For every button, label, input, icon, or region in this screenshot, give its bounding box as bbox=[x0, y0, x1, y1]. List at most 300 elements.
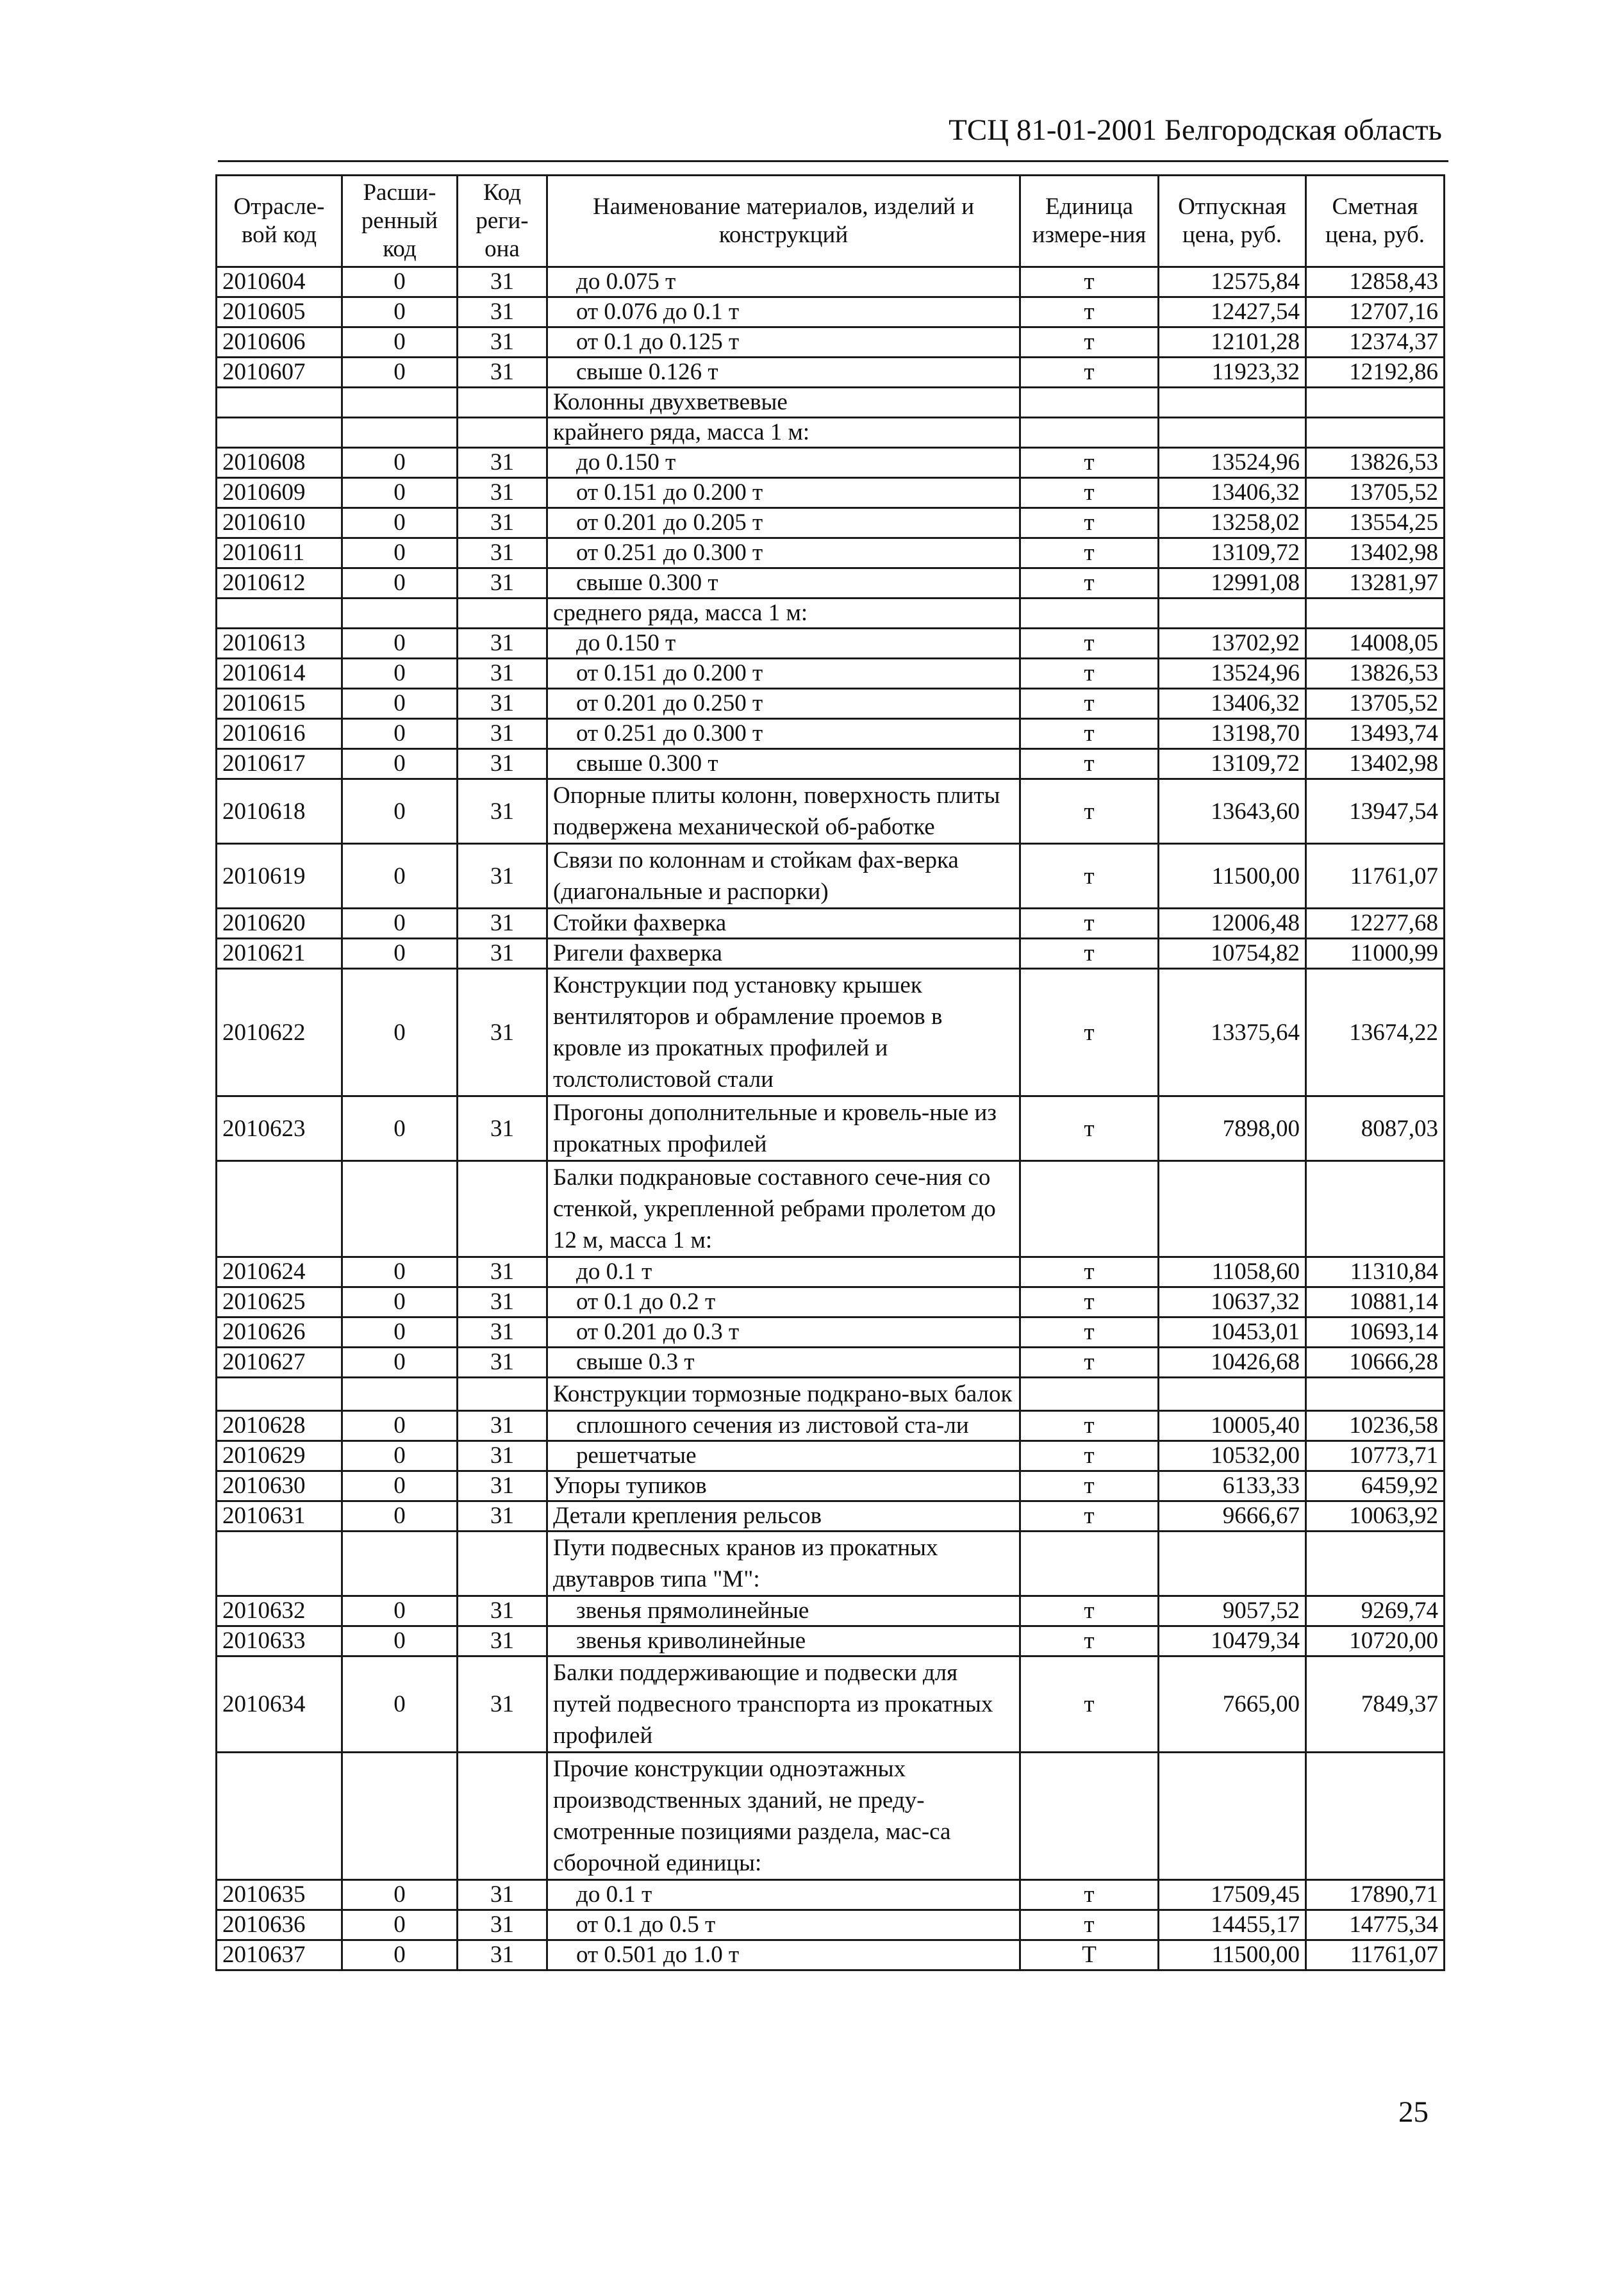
release-price-cell: 14455,17 bbox=[1159, 1910, 1306, 1940]
material-name-cell: Балки подкрановые составного сече-ния со стенкой, укрепленной ребрами пролетом до 12 м, масса 1 м: bbox=[547, 1161, 1020, 1257]
industry-code-cell bbox=[217, 418, 342, 448]
table-row bbox=[217, 629, 1445, 659]
estimate-price-cell: 10236,58 bbox=[1306, 1411, 1445, 1441]
industry-code-cell bbox=[217, 1378, 342, 1411]
unit-cell: т bbox=[1020, 629, 1159, 659]
region-code-cell: 31 bbox=[458, 749, 547, 779]
industry-code-cell: 2010609 bbox=[217, 478, 342, 508]
extended-code-cell: 0 bbox=[342, 1096, 458, 1161]
unit-cell: т bbox=[1020, 568, 1159, 599]
region-code-cell: 31 bbox=[458, 1411, 547, 1441]
unit-cell: т bbox=[1020, 448, 1159, 478]
column-header-release-price: Отпускная цена, руб. bbox=[1159, 176, 1306, 267]
industry-code-cell: 2010617 bbox=[217, 749, 342, 779]
unit-cell bbox=[1020, 418, 1159, 448]
region-code-cell: 31 bbox=[458, 327, 547, 358]
material-name-cell: до 0.150 т bbox=[547, 629, 1020, 659]
release-price-cell: 13524,96 bbox=[1159, 659, 1306, 689]
material-name-cell: Упоры тупиков bbox=[547, 1471, 1020, 1501]
estimate-price-cell bbox=[1306, 599, 1445, 629]
material-name-cell: от 0.201 до 0.250 т bbox=[547, 689, 1020, 719]
table-row bbox=[217, 478, 1445, 508]
material-name-cell: сплошного сечения из листовой ста-ли bbox=[547, 1411, 1020, 1441]
column-header-region-code: Код реги-она bbox=[458, 176, 547, 267]
unit-cell: т bbox=[1020, 327, 1159, 358]
extended-code-cell bbox=[342, 1378, 458, 1411]
extended-code-cell: 0 bbox=[342, 749, 458, 779]
material-name-cell: Колонны двухветвевые bbox=[547, 388, 1020, 418]
region-code-cell: 31 bbox=[458, 1596, 547, 1626]
material-name-cell: Стойки фахверка bbox=[547, 909, 1020, 939]
region-code-cell: 31 bbox=[458, 267, 547, 297]
industry-code-cell: 2010637 bbox=[217, 1940, 342, 1970]
region-code-cell: 31 bbox=[458, 538, 547, 568]
release-price-cell bbox=[1159, 599, 1306, 629]
extended-code-cell bbox=[342, 418, 458, 448]
material-name-cell: от 0.151 до 0.200 т bbox=[547, 659, 1020, 689]
unit-cell: т bbox=[1020, 1910, 1159, 1940]
estimate-price-cell: 12707,16 bbox=[1306, 297, 1445, 327]
unit-cell: т bbox=[1020, 844, 1159, 909]
table-row bbox=[217, 1880, 1445, 1910]
table-row bbox=[217, 1096, 1445, 1161]
column-header-industry-code: Отрасле-вой код bbox=[217, 176, 342, 267]
unit-cell: т bbox=[1020, 969, 1159, 1096]
extended-code-cell: 0 bbox=[342, 1501, 458, 1532]
industry-code-cell: 2010632 bbox=[217, 1596, 342, 1626]
table-row bbox=[217, 779, 1445, 844]
industry-code-cell: 2010607 bbox=[217, 358, 342, 388]
industry-code-cell: 2010623 bbox=[217, 1096, 342, 1161]
extended-code-cell: 0 bbox=[342, 1287, 458, 1317]
material-name-cell: звенья прямолинейные bbox=[547, 1596, 1020, 1626]
table-row bbox=[217, 659, 1445, 689]
material-name-cell: крайнего ряда, масса 1 м: bbox=[547, 418, 1020, 448]
region-code-cell: 31 bbox=[458, 1317, 547, 1348]
industry-code-cell: 2010613 bbox=[217, 629, 342, 659]
region-code-cell: 31 bbox=[458, 844, 547, 909]
release-price-cell bbox=[1159, 1161, 1306, 1257]
industry-code-cell bbox=[217, 388, 342, 418]
extended-code-cell: 0 bbox=[342, 448, 458, 478]
region-code-cell bbox=[458, 1378, 547, 1411]
industry-code-cell: 2010611 bbox=[217, 538, 342, 568]
extended-code-cell: 0 bbox=[342, 779, 458, 844]
release-price-cell: 10532,00 bbox=[1159, 1441, 1306, 1471]
industry-code-cell: 2010622 bbox=[217, 969, 342, 1096]
material-name-cell: Ригели фахверка bbox=[547, 939, 1020, 969]
unit-cell: т bbox=[1020, 538, 1159, 568]
estimate-price-cell: 10720,00 bbox=[1306, 1626, 1445, 1656]
region-code-cell: 31 bbox=[458, 659, 547, 689]
estimate-price-cell: 12277,68 bbox=[1306, 909, 1445, 939]
unit-cell: т bbox=[1020, 1441, 1159, 1471]
material-name-cell: Связи по колоннам и стойкам фах-верка (диагональные и распорки) bbox=[547, 844, 1020, 909]
release-price-cell: 9057,52 bbox=[1159, 1596, 1306, 1626]
release-price-cell: 9666,67 bbox=[1159, 1501, 1306, 1532]
industry-code-cell: 2010636 bbox=[217, 1910, 342, 1940]
region-code-cell bbox=[458, 418, 547, 448]
extended-code-cell: 0 bbox=[342, 1940, 458, 1970]
release-price-cell: 10005,40 bbox=[1159, 1411, 1306, 1441]
section-heading-row bbox=[217, 1161, 1445, 1257]
table-row bbox=[217, 1411, 1445, 1441]
estimate-price-cell: 12374,37 bbox=[1306, 327, 1445, 358]
release-price-cell: 11500,00 bbox=[1159, 844, 1306, 909]
unit-cell: т bbox=[1020, 1411, 1159, 1441]
estimate-price-cell: 13826,53 bbox=[1306, 448, 1445, 478]
extended-code-cell: 0 bbox=[342, 719, 458, 749]
industry-code-cell: 2010614 bbox=[217, 659, 342, 689]
release-price-cell: 11923,32 bbox=[1159, 358, 1306, 388]
estimate-price-cell: 10063,92 bbox=[1306, 1501, 1445, 1532]
table-row bbox=[217, 1596, 1445, 1626]
table-row bbox=[217, 1257, 1445, 1287]
extended-code-cell: 0 bbox=[342, 1656, 458, 1753]
industry-code-cell: 2010628 bbox=[217, 1411, 342, 1441]
section-heading-row bbox=[217, 388, 1445, 418]
release-price-cell: 7665,00 bbox=[1159, 1656, 1306, 1753]
unit-cell: т bbox=[1020, 689, 1159, 719]
region-code-cell: 31 bbox=[458, 1471, 547, 1501]
table-row bbox=[217, 909, 1445, 939]
extended-code-cell: 0 bbox=[342, 844, 458, 909]
industry-code-cell bbox=[217, 599, 342, 629]
unit-cell bbox=[1020, 1161, 1159, 1257]
unit-cell: т bbox=[1020, 1501, 1159, 1532]
extended-code-cell: 0 bbox=[342, 1880, 458, 1910]
industry-code-cell: 2010604 bbox=[217, 267, 342, 297]
region-code-cell: 31 bbox=[458, 629, 547, 659]
table-row bbox=[217, 267, 1445, 297]
unit-cell: т bbox=[1020, 909, 1159, 939]
release-price-cell: 10426,68 bbox=[1159, 1348, 1306, 1378]
unit-cell bbox=[1020, 1532, 1159, 1596]
material-name-cell: свыше 0.3 т bbox=[547, 1348, 1020, 1378]
release-price-cell: 13524,96 bbox=[1159, 448, 1306, 478]
extended-code-cell bbox=[342, 1161, 458, 1257]
estimate-price-cell: 13402,98 bbox=[1306, 749, 1445, 779]
industry-code-cell: 2010616 bbox=[217, 719, 342, 749]
region-code-cell: 31 bbox=[458, 779, 547, 844]
release-price-cell: 11058,60 bbox=[1159, 1257, 1306, 1287]
table-row bbox=[217, 358, 1445, 388]
table-row bbox=[217, 1626, 1445, 1656]
release-price-cell: 12101,28 bbox=[1159, 327, 1306, 358]
table-row bbox=[217, 939, 1445, 969]
release-price-cell: 13109,72 bbox=[1159, 749, 1306, 779]
material-name-cell: от 0.201 до 0.205 т bbox=[547, 508, 1020, 538]
table-row bbox=[217, 1656, 1445, 1753]
release-price-cell: 17509,45 bbox=[1159, 1880, 1306, 1910]
industry-code-cell: 2010627 bbox=[217, 1348, 342, 1378]
estimate-price-cell: 13493,74 bbox=[1306, 719, 1445, 749]
release-price-cell: 13643,60 bbox=[1159, 779, 1306, 844]
release-price-cell: 10754,82 bbox=[1159, 939, 1306, 969]
extended-code-cell: 0 bbox=[342, 689, 458, 719]
table-row bbox=[217, 1287, 1445, 1317]
region-code-cell: 31 bbox=[458, 969, 547, 1096]
material-name-cell: Прогоны дополнительные и кровель-ные из прокатных профилей bbox=[547, 1096, 1020, 1161]
unit-cell: т bbox=[1020, 939, 1159, 969]
estimate-price-cell: 10693,14 bbox=[1306, 1317, 1445, 1348]
unit-cell: т bbox=[1020, 1096, 1159, 1161]
extended-code-cell: 0 bbox=[342, 1596, 458, 1626]
table-row bbox=[217, 1910, 1445, 1940]
industry-code-cell: 2010633 bbox=[217, 1626, 342, 1656]
industry-code-cell bbox=[217, 1532, 342, 1596]
document-title: ТСЦ 81-01-2001 Белгородская область bbox=[949, 113, 1442, 147]
release-price-cell bbox=[1159, 418, 1306, 448]
table-row bbox=[217, 1348, 1445, 1378]
region-code-cell: 31 bbox=[458, 1348, 547, 1378]
industry-code-cell: 2010634 bbox=[217, 1656, 342, 1753]
industry-code-cell: 2010608 bbox=[217, 448, 342, 478]
unit-cell: Т bbox=[1020, 1940, 1159, 1970]
release-price-cell: 13406,32 bbox=[1159, 478, 1306, 508]
extended-code-cell: 0 bbox=[342, 1411, 458, 1441]
region-code-cell: 31 bbox=[458, 1626, 547, 1656]
unit-cell: т bbox=[1020, 1287, 1159, 1317]
industry-code-cell: 2010605 bbox=[217, 297, 342, 327]
extended-code-cell: 0 bbox=[342, 538, 458, 568]
estimate-price-cell: 9269,74 bbox=[1306, 1596, 1445, 1626]
material-name-cell: от 0.1 до 0.5 т bbox=[547, 1910, 1020, 1940]
material-name-cell: от 0.1 до 0.2 т bbox=[547, 1287, 1020, 1317]
estimate-price-cell: 7849,37 bbox=[1306, 1656, 1445, 1753]
release-price-cell: 13375,64 bbox=[1159, 969, 1306, 1096]
release-price-cell: 12006,48 bbox=[1159, 909, 1306, 939]
region-code-cell: 31 bbox=[458, 1257, 547, 1287]
extended-code-cell bbox=[342, 388, 458, 418]
estimate-price-cell: 13705,52 bbox=[1306, 689, 1445, 719]
estimate-price-cell: 13947,54 bbox=[1306, 779, 1445, 844]
release-price-cell: 12575,84 bbox=[1159, 267, 1306, 297]
table-row bbox=[217, 689, 1445, 719]
extended-code-cell: 0 bbox=[342, 358, 458, 388]
extended-code-cell bbox=[342, 599, 458, 629]
column-header-extended-code: Расши-ренный код bbox=[342, 176, 458, 267]
industry-code-cell: 2010606 bbox=[217, 327, 342, 358]
material-name-cell: Балки поддерживающие и подвески для путей подвесного транспорта из прокатных профилей bbox=[547, 1656, 1020, 1753]
table-row bbox=[217, 719, 1445, 749]
release-price-cell bbox=[1159, 1378, 1306, 1411]
estimate-price-cell bbox=[1306, 1161, 1445, 1257]
extended-code-cell: 0 bbox=[342, 909, 458, 939]
extended-code-cell: 0 bbox=[342, 327, 458, 358]
material-name-cell: до 0.1 т bbox=[547, 1257, 1020, 1287]
material-name-cell: от 0.251 до 0.300 т bbox=[547, 538, 1020, 568]
material-name-cell: среднего ряда, масса 1 м: bbox=[547, 599, 1020, 629]
material-name-cell: от 0.251 до 0.300 т bbox=[547, 719, 1020, 749]
release-price-cell bbox=[1159, 1532, 1306, 1596]
material-name-cell: от 0.1 до 0.125 т bbox=[547, 327, 1020, 358]
table-row bbox=[217, 538, 1445, 568]
estimate-price-cell: 10666,28 bbox=[1306, 1348, 1445, 1378]
unit-cell bbox=[1020, 388, 1159, 418]
industry-code-cell: 2010621 bbox=[217, 939, 342, 969]
unit-cell bbox=[1020, 599, 1159, 629]
unit-cell bbox=[1020, 1378, 1159, 1411]
region-code-cell: 31 bbox=[458, 1501, 547, 1532]
region-code-cell: 31 bbox=[458, 909, 547, 939]
region-code-cell: 31 bbox=[458, 939, 547, 969]
industry-code-cell: 2010626 bbox=[217, 1317, 342, 1348]
unit-cell: т bbox=[1020, 1348, 1159, 1378]
unit-cell: т bbox=[1020, 1257, 1159, 1287]
table-row bbox=[217, 568, 1445, 599]
unit-cell: т bbox=[1020, 749, 1159, 779]
extended-code-cell: 0 bbox=[342, 1626, 458, 1656]
estimate-price-cell: 11761,07 bbox=[1306, 844, 1445, 909]
estimate-price-cell: 13705,52 bbox=[1306, 478, 1445, 508]
section-heading-row bbox=[217, 1532, 1445, 1596]
release-price-cell: 13702,92 bbox=[1159, 629, 1306, 659]
table-row bbox=[217, 1471, 1445, 1501]
industry-code-cell: 2010625 bbox=[217, 1287, 342, 1317]
industry-code-cell: 2010629 bbox=[217, 1441, 342, 1471]
estimate-price-cell bbox=[1306, 388, 1445, 418]
region-code-cell: 31 bbox=[458, 1096, 547, 1161]
estimate-price-cell bbox=[1306, 1532, 1445, 1596]
extended-code-cell: 0 bbox=[342, 297, 458, 327]
section-heading-row bbox=[217, 599, 1445, 629]
price-table bbox=[215, 174, 1445, 1971]
table-row bbox=[217, 1317, 1445, 1348]
industry-code-cell: 2010631 bbox=[217, 1501, 342, 1532]
region-code-cell: 31 bbox=[458, 1287, 547, 1317]
industry-code-cell: 2010630 bbox=[217, 1471, 342, 1501]
industry-code-cell: 2010619 bbox=[217, 844, 342, 909]
release-price-cell: 13109,72 bbox=[1159, 538, 1306, 568]
industry-code-cell: 2010635 bbox=[217, 1880, 342, 1910]
region-code-cell: 31 bbox=[458, 1441, 547, 1471]
release-price-cell: 13198,70 bbox=[1159, 719, 1306, 749]
release-price-cell: 11500,00 bbox=[1159, 1940, 1306, 1970]
estimate-price-cell bbox=[1306, 1753, 1445, 1880]
extended-code-cell: 0 bbox=[342, 267, 458, 297]
material-name-cell: до 0.1 т bbox=[547, 1880, 1020, 1910]
unit-cell: т bbox=[1020, 297, 1159, 327]
extended-code-cell: 0 bbox=[342, 478, 458, 508]
material-name-cell: свыше 0.126 т bbox=[547, 358, 1020, 388]
region-code-cell: 31 bbox=[458, 1880, 547, 1910]
estimate-price-cell bbox=[1306, 1378, 1445, 1411]
extended-code-cell: 0 bbox=[342, 939, 458, 969]
material-name-cell: Опорные плиты колонн, поверхность плиты подвержена механической об-работке bbox=[547, 779, 1020, 844]
industry-code-cell bbox=[217, 1161, 342, 1257]
industry-code-cell: 2010624 bbox=[217, 1257, 342, 1287]
page-number: 25 bbox=[1398, 2095, 1429, 2129]
release-price-cell: 10479,34 bbox=[1159, 1626, 1306, 1656]
release-price-cell: 10453,01 bbox=[1159, 1317, 1306, 1348]
table-row bbox=[217, 1441, 1445, 1471]
industry-code-cell: 2010612 bbox=[217, 568, 342, 599]
region-code-cell: 31 bbox=[458, 297, 547, 327]
material-name-cell: свыше 0.300 т bbox=[547, 568, 1020, 599]
release-price-cell bbox=[1159, 388, 1306, 418]
estimate-price-cell: 17890,71 bbox=[1306, 1880, 1445, 1910]
material-name-cell: до 0.150 т bbox=[547, 448, 1020, 478]
region-code-cell: 31 bbox=[458, 689, 547, 719]
region-code-cell: 31 bbox=[458, 1910, 547, 1940]
extended-code-cell: 0 bbox=[342, 969, 458, 1096]
release-price-cell bbox=[1159, 1753, 1306, 1880]
material-name-cell: Конструкции под установку крышек вентиляторов и обрамление проемов в кровле из прокатных профилей и толстолистовой стали bbox=[547, 969, 1020, 1096]
unit-cell: т bbox=[1020, 267, 1159, 297]
extended-code-cell: 0 bbox=[342, 659, 458, 689]
release-price-cell: 13258,02 bbox=[1159, 508, 1306, 538]
material-name-cell: Конструкции тормозные подкрано-вых балок bbox=[547, 1378, 1020, 1411]
extended-code-cell: 0 bbox=[342, 508, 458, 538]
estimate-price-cell: 8087,03 bbox=[1306, 1096, 1445, 1161]
region-code-cell: 31 bbox=[458, 478, 547, 508]
table-header bbox=[217, 176, 1445, 267]
section-heading-row bbox=[217, 1378, 1445, 1411]
region-code-cell bbox=[458, 1753, 547, 1880]
estimate-price-cell: 14008,05 bbox=[1306, 629, 1445, 659]
region-code-cell: 31 bbox=[458, 358, 547, 388]
table-row bbox=[217, 969, 1445, 1096]
industry-code-cell: 2010615 bbox=[217, 689, 342, 719]
table-header-row bbox=[217, 176, 1445, 267]
industry-code-cell bbox=[217, 1753, 342, 1880]
estimate-price-cell: 12192,86 bbox=[1306, 358, 1445, 388]
unit-cell: т bbox=[1020, 1471, 1159, 1501]
industry-code-cell: 2010620 bbox=[217, 909, 342, 939]
unit-cell: т bbox=[1020, 1596, 1159, 1626]
column-header-estimate-price: Сметная цена, руб. bbox=[1306, 176, 1445, 267]
unit-cell: т bbox=[1020, 508, 1159, 538]
estimate-price-cell: 10773,71 bbox=[1306, 1441, 1445, 1471]
release-price-cell: 12427,54 bbox=[1159, 297, 1306, 327]
estimate-price-cell: 10881,14 bbox=[1306, 1287, 1445, 1317]
table-row bbox=[217, 749, 1445, 779]
extended-code-cell: 0 bbox=[342, 1910, 458, 1940]
material-name-cell: Детали крепления рельсов bbox=[547, 1501, 1020, 1532]
estimate-price-cell: 14775,34 bbox=[1306, 1910, 1445, 1940]
estimate-price-cell: 13281,97 bbox=[1306, 568, 1445, 599]
material-name-cell: до 0.075 т bbox=[547, 267, 1020, 297]
material-name-cell: решетчатые bbox=[547, 1441, 1020, 1471]
unit-cell bbox=[1020, 1753, 1159, 1880]
table-row bbox=[217, 297, 1445, 327]
page-header bbox=[218, 108, 1448, 162]
material-name-cell: свыше 0.300 т bbox=[547, 749, 1020, 779]
region-code-cell: 31 bbox=[458, 719, 547, 749]
release-price-cell: 12991,08 bbox=[1159, 568, 1306, 599]
unit-cell: т bbox=[1020, 1317, 1159, 1348]
region-code-cell bbox=[458, 599, 547, 629]
release-price-cell: 13406,32 bbox=[1159, 689, 1306, 719]
estimate-price-cell: 13402,98 bbox=[1306, 538, 1445, 568]
extended-code-cell bbox=[342, 1532, 458, 1596]
table-row bbox=[217, 448, 1445, 478]
estimate-price-cell: 11761,07 bbox=[1306, 1940, 1445, 1970]
table-row bbox=[217, 844, 1445, 909]
extended-code-cell: 0 bbox=[342, 1348, 458, 1378]
column-header-unit: Единица измере-ния bbox=[1020, 176, 1159, 267]
region-code-cell: 31 bbox=[458, 568, 547, 599]
region-code-cell bbox=[458, 1161, 547, 1257]
material-name-cell: Прочие конструкции одноэтажных производственных зданий, не преду-смотренные позициями раздела, мас-са сборочной единицы: bbox=[547, 1753, 1020, 1880]
estimate-price-cell: 11000,99 bbox=[1306, 939, 1445, 969]
extended-code-cell: 0 bbox=[342, 568, 458, 599]
release-price-cell: 10637,32 bbox=[1159, 1287, 1306, 1317]
region-code-cell bbox=[458, 1532, 547, 1596]
region-code-cell: 31 bbox=[458, 448, 547, 478]
table-row bbox=[217, 508, 1445, 538]
